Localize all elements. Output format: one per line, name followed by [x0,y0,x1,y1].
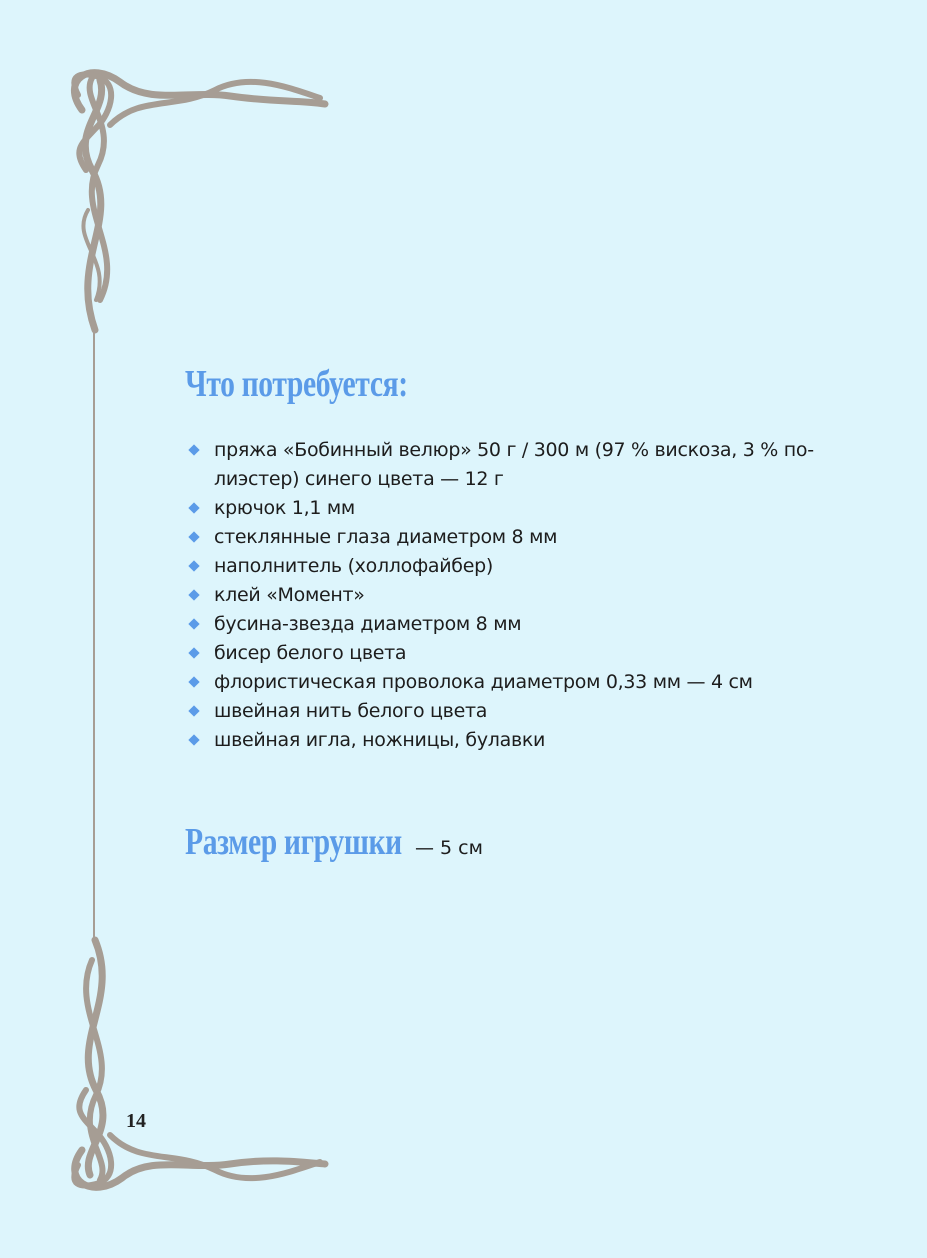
list-item-text: наполнитель (холлофайбер) [214,555,493,577]
list-item-text: бусина-звезда диаметром 8 мм [214,613,522,635]
list-item-text: флористическая проволока диаметром 0,33 мм — 4 см [214,671,753,693]
list-item [190,494,820,523]
diamond-bullet-icon [188,589,199,600]
materials-heading: Что потребуется: [185,363,408,405]
list-item [190,436,820,494]
diamond-bullet-icon [188,676,199,687]
diamond-bullet-icon [188,618,199,629]
list-item [190,581,820,610]
list-item-text: крючок 1,1 мм [214,497,355,519]
diamond-bullet-icon [188,560,199,571]
toy-size-heading: Размер игрушки [185,821,402,863]
materials-list [190,436,820,755]
diamond-bullet-icon [188,502,199,513]
list-item [190,552,820,581]
list-item [190,523,820,552]
list-item-text: бисер белого цвета [214,642,407,664]
page-number: 14 [126,1110,146,1132]
list-item-text: стеклянные глаза диаметром 8 мм [214,526,558,548]
diamond-bullet-icon [188,531,199,542]
list-item [190,639,820,668]
list-item-text: клей «Момент» [214,584,365,606]
list-item [190,668,820,697]
list-item-text: пряжа «Бобинный велюр» 50 г / 300 м (97 % вискоза, 3 % полиэстер) синего цвета — 12 г [214,439,815,490]
toy-size-value: — 5 см [415,837,483,859]
list-item [190,726,820,755]
toy-size-line [185,820,483,864]
list-item [190,697,820,726]
diamond-bullet-icon [188,444,199,455]
list-item-text: швейная игла, ножницы, булавки [214,729,546,751]
list-item [190,610,820,639]
diamond-bullet-icon [188,647,199,658]
diamond-bullet-icon [188,734,199,745]
diamond-bullet-icon [188,705,199,716]
list-item-text: швейная нить белого цвета [214,700,488,722]
